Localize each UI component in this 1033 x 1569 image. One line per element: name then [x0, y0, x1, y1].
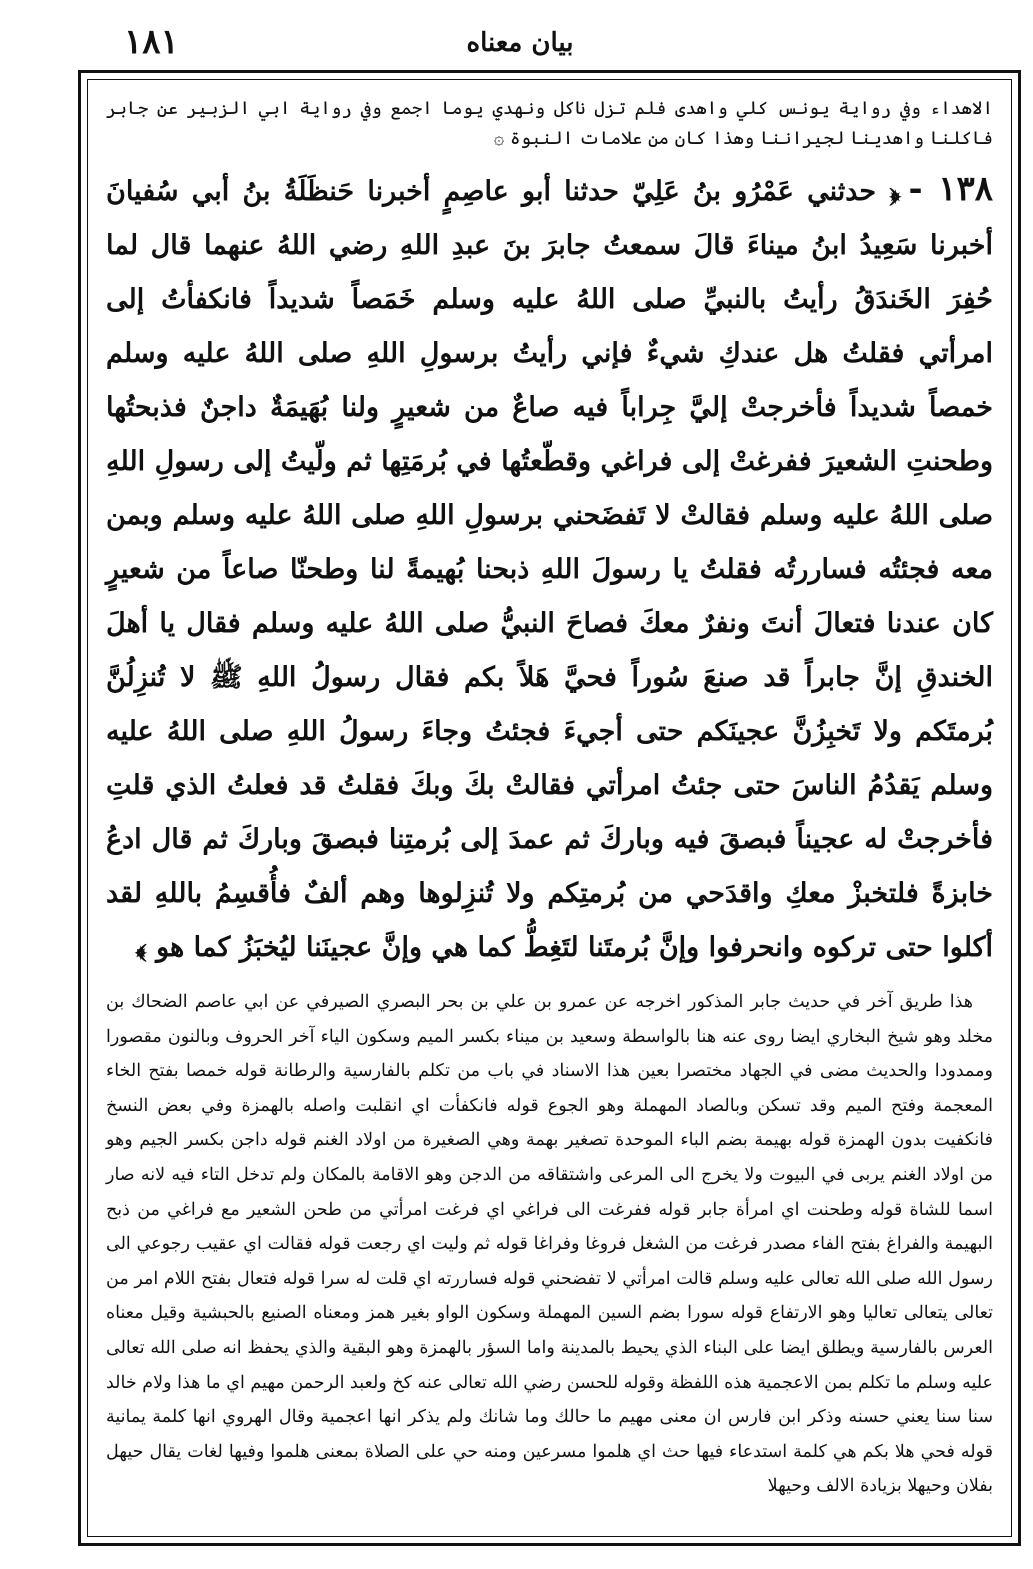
- page-body: [87, 79, 1012, 1537]
- commentary-paragraph: هذا طريق آخر في حديث جابر المذكور اخرجه عن عمرو بن علي بن بحر البصري الصيرفي عن ابي عاصم الضحاك بن مخلد وهو شيخ البخاري ايضا روى عنه هنا بالواسطة وسعيد بن ميناء بكسر الميم وسكون الياء آخر الحروف وبالنون مقصورا وممدودا والحديث مضى في الجهاد مختصرا بعين هذا الاسناد في باب من تكلم بالفارسية والرطانة قوله خمصا بفتح الخاء المعجمة وفتح الميم وقد تسكن وبالصاد المهملة وهو الجوع قوله فانكفأت اي انقلبت واصله بالهمزة وفي بعض النسخ فانكفيت بدون الهمزة قوله بهيمة بضم الباء الموحدة تصغير بهمة وهي الصغيرة من اولاد الغنم قوله داجن بكسر الجيم وهو من اولاد الغنم يربى في البيوت ولا يخرج الى المرعى واشتقاقه من الدجن وهو الاقامة بالمكان ولم تدخل التاء فيه لانه صار اسما للشاة قوله وطحنت اي امرأة جابر قوله ففرغت الى فراغي اي فرغت امرأتي من طحن الشعير مع فراغي من ذبح البهيمة والفراغ بفتح الفاء مصدر فرغت من الشغل فروغا وفراغا قوله ثم وليت اي رجعت قوله فقالت اي عقيب رجوعي الى رسول الله صلى الله تعالى عليه وسلم قالت امرأتي لا تفضحني قوله فساررته اي قلت له سرا قوله فتعال بفتح اللام امر من تعالى يتعالى تعاليا وهو الارتفاع قوله سورا بضم السين المهملة وسكون الواو بغير همز ومعناه الصنيع بالحبشية وقيل معناه العرس بالفارسية ويطلق ايضا على البناء الذي يحيط بالمدينة واما السؤر بالهمزة وهو البقية والذي يحفظ انه صلى الله تعالى عليه وسلم ما تكلم بمن الاعجمية هذه اللفظة وقوله للحسن رضي الله تعالى عنه كخ ولعبد الرحمن مهيم اي ما هذا ولام خالد سنا سنا يعني حسنه وذكر ابن فارس ان معنى مهيم ما حالك وما شانك ولم يذكر انها اعجمية وقال الهروي انها كلمة يمانية قوله فحي هلا بكم هي كلمة استدعاء فيها حث اي هلموا مسرعين ومنه حي على الصلاة بمعنى هلموا وفيها لغات يقال حيهل بفلان وحيهلا بزيادة الالف وحيهلا: [106, 992, 993, 1497]
- hadith-number: ١٣٨ -: [908, 169, 994, 209]
- page-frame: [78, 70, 1021, 1546]
- hadith-text: ﴿ حدثني عَمْرُو بنُ عَلِيّ حدثنا أبو عاصِمٍ أخبرنا حَنظَلَةُ بنُ أبي سُفيانَ أخبرنا سَعِيدُ ابنُ ميناءَ قالَ سمعتُ جابرَ بنَ عبدِ اللهِ رضي اللهُ عنهما قال لما حُفِرَ الخَندَقُ رأيتُ بالنبيِّ صلى اللهُ عليه وسلم خَمَصاً شديداً فانكفأتُ إلى امرأتي فقلتُ هل عندكِ شيءٌ فإني رأيتُ برسولِ اللهِ صلى اللهُ عليه وسلم خمصاً شديداً فأخرجتْ إليَّ جِراباً فيه صاعٌ من شعيرٍ ولنا بُهَيمَةٌ داجنٌ فذبحتُها وطحنتِ الشعيرَ ففرغتْ إلى فراغي وقطّعتُها في بُرمَتِها ثم ولّيتُ إلى رسولِ اللهِ صلى اللهُ عليه وسلم فقالتْ لا تَفضَحني برسولِ اللهِ صلى اللهُ عليه وسلم وبمن معه فجئتُه فساررتُه فقلتُ يا رسولَ اللهِ ذبحنا بُهيمةً لنا وطحنّا صاعاً من شعيرٍ كان عندنا فتعالَ أنتَ ونفرٌ معكَ فصاحَ النبيُّ صلى اللهُ عليه وسلم فقال يا أهلَ الخندقِ إنَّ جابراً قد صنعَ سُوراً فحيَّ هَلاً بكم فقال رسولُ اللهِ ﷺ لا تُنزِلُنَّ بُرمتَكم ولا تَخبِزُنَّ عجينَكم حتى أجيءَ فجئتُ وجاءَ رسولُ اللهِ صلى اللهُ عليه وسلم يَقدُمُ الناسَ حتى جئتُ امرأتي فقالتْ بكَ وبكَ فقلتُ قد فعلتُ الذي قلتِ فأخرجتْ له عجيناً فبصقَ فيه وباركَ ثم عمدَ إلى بُرمتِنا فبصقَ وباركَ ثم قال ادعُ خابزةً فلتخبزْ معكِ واقدَحي من بُرمتِكم ولا تُنزِلوها وهم ألفٌ فأُقسِمُ باللهِ لقد أكلوا حتى تركوه وانحرفوا وإنَّ بُرمتَنا لتَغِطُّ كما هي وإنَّ عجينَنا ليُخبَزُ كما هو ﴾: [106, 176, 993, 963]
- page-header: [80, 22, 960, 66]
- intro-paragraph: الاهداء وفي رواية يونس كلي واهدى فلم تزل ناكل ونهدي يوما اجمع وفي رواية ابي الزبير عن جابر فاكلنا واهدينا لجيراننا وهذا كان من علامات النبوة ۞: [106, 98, 993, 149]
- hadith-block: [106, 162, 993, 975]
- page-number: ١٨١: [124, 22, 179, 62]
- page-title: بيان معناه: [466, 28, 574, 58]
- commentary-block: [106, 985, 993, 1504]
